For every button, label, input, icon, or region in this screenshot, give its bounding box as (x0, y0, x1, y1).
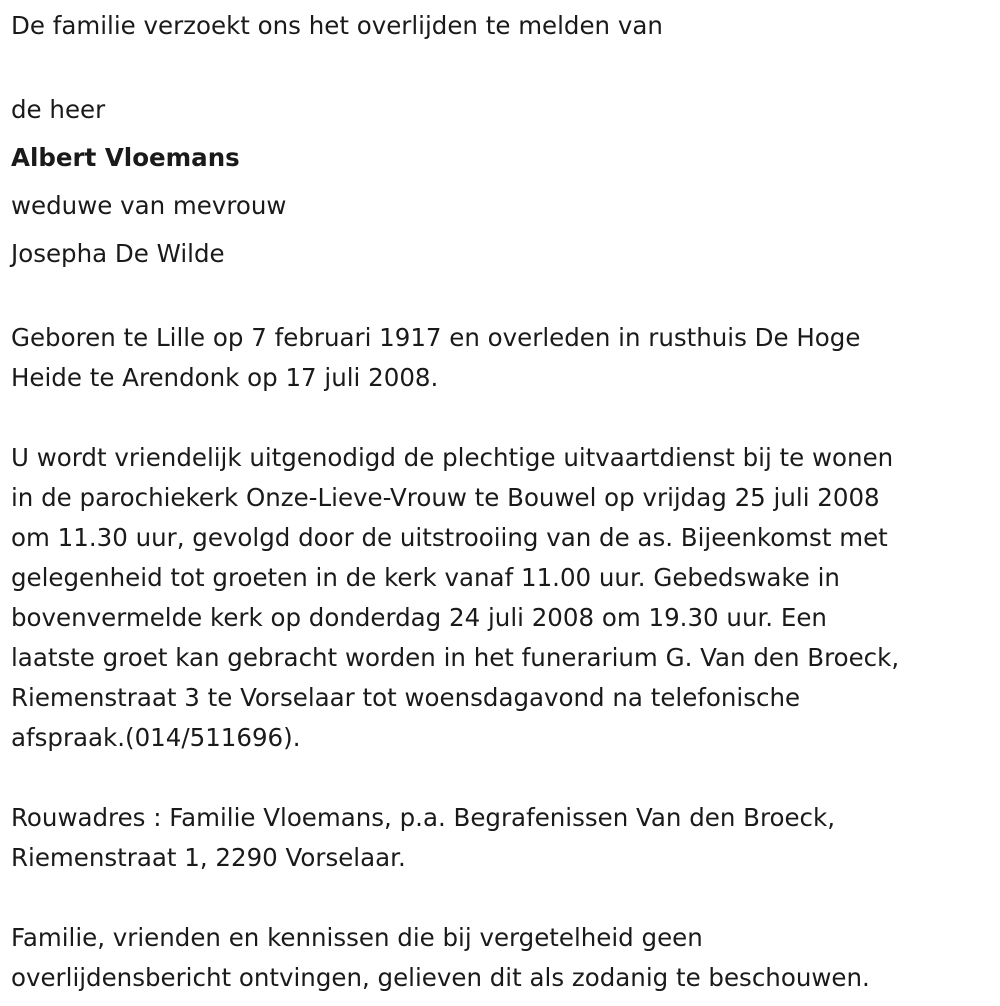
paragraph-line: in de parochiekerk Onze-Lieve-Vrouw te Bouwel op vrijdag 25 juli 2008 (11, 483, 880, 512)
paragraph-line: om 11.30 uur, gevolgd door de uitstrooiing van de as. Bijeenkomst met (11, 523, 888, 552)
obituary-notice (11, 6, 986, 998)
birth-death-paragraph (11, 318, 986, 398)
paragraph-line: U wordt vriendelijk uitgenodigd de plechtige uitvaartdienst bij te wonen (11, 443, 894, 472)
deceased-name: Albert Vloemans (11, 143, 240, 172)
paragraph-line: laatste groet kan gebracht worden in het funerarium G. Van den Broeck, (11, 643, 900, 672)
paragraph-line: Riemenstraat 1, 2290 Vorselaar. (11, 843, 406, 872)
paragraph-line: Riemenstraat 3 te Vorselaar tot woensdagavond na telefonische (11, 683, 801, 712)
paragraph-line: overlijdensbericht ontvingen, gelieven dit als zodanig te beschouwen. (11, 963, 870, 992)
paragraph-line: Rouwadres : Familie Vloemans, p.a. Begrafenissen Van den Broeck, (11, 803, 836, 832)
intro-text: De familie verzoekt ons het overlijden te melden van (11, 11, 663, 40)
paragraph-line: Familie, vrienden en kennissen die bij vergetelheid geen (11, 923, 703, 952)
address-paragraph (11, 798, 986, 878)
spouse-name: Josepha De Wilde (11, 239, 225, 268)
closing-paragraph (11, 918, 986, 998)
salutation: de heer (11, 95, 106, 124)
service-paragraph (11, 438, 986, 758)
paragraph-line: Geboren te Lille op 7 februari 1917 en overleden in rusthuis De Hoge (11, 323, 861, 352)
paragraph-line: bovenvermelde kerk op donderdag 24 juli 2008 om 19.30 uur. Een (11, 603, 827, 632)
paragraph-line: Heide te Arendonk op 17 juli 2008. (11, 363, 439, 392)
relation-text: weduwe van mevrouw (11, 191, 287, 220)
paragraph-line: gelegenheid tot groeten in de kerk vanaf 11.00 uur. Gebedswake in (11, 563, 840, 592)
paragraph-line: afspraak.(014/511696). (11, 723, 301, 752)
